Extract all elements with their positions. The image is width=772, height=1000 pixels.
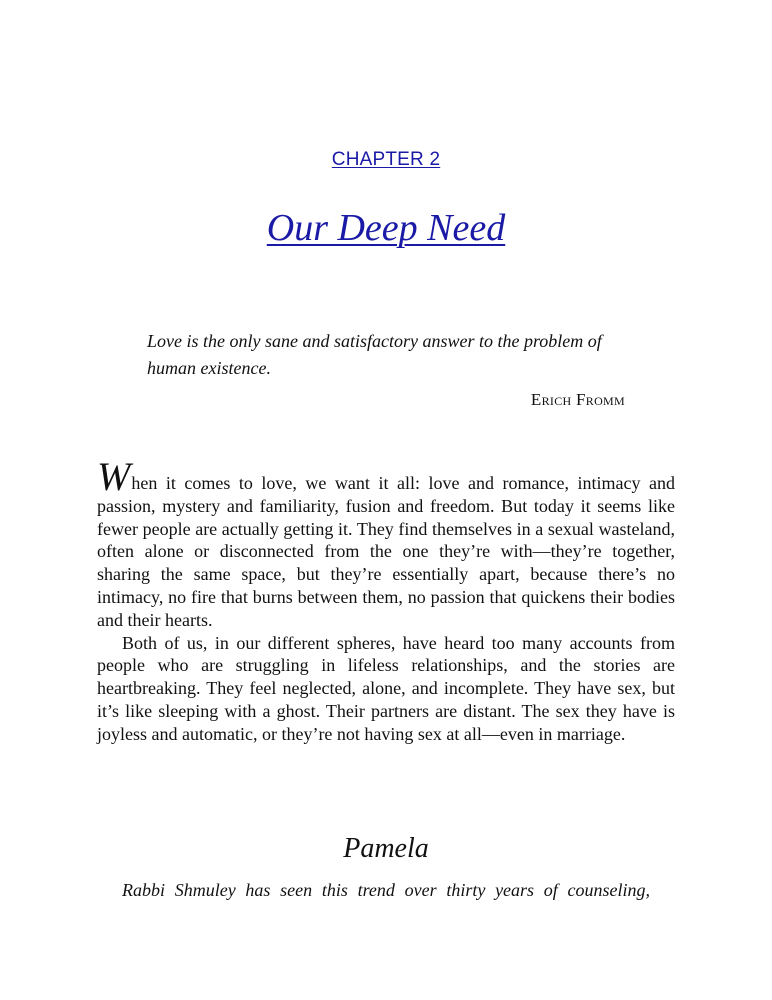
drop-cap: W (97, 454, 131, 499)
paragraph-2: Both of us, in our different spheres, have heard too many accounts from people who are struggling in lifeless relationships, and the stories are heartbreaking. They feel neglected, alone, and incomplete. They have sex, but it’s like sleeping with a ghost. Their partners are distant. The sex they have is joyless and automatic, or they’re not having sex at all—even in marriage. (97, 632, 675, 744)
paragraph-1 (97, 454, 675, 632)
chapter-number-link[interactable]: CHAPTER 2 (331, 149, 441, 170)
section-lead-text: Rabbi Shmuley has seen this trend over thirty years of counseling, (122, 880, 650, 900)
epigraph-quote: Love is the only sane and satisfactory answer to the problem of human existence. (147, 331, 602, 378)
body-text (97, 454, 675, 746)
chapter-title-link[interactable]: Our Deep Need (266, 207, 506, 249)
epigraph-author: Erich Fromm (530, 390, 625, 409)
section-heading: Pamela (343, 833, 429, 864)
paragraph-1-text: hen it comes to love, we want it all: love and romance, intimacy and passion, mystery and familiarity, fusion and freedom. But today it seems like fewer people are actually getting it. They find themselves in a sexual wasteland, often alone or disconnected from the one they’re with—they’re together, sharing the same space, but they’re essentially apart, because there’s no intimacy, no fire that burns between them, no passion that quickens their bodies and their hearts. (97, 473, 675, 630)
